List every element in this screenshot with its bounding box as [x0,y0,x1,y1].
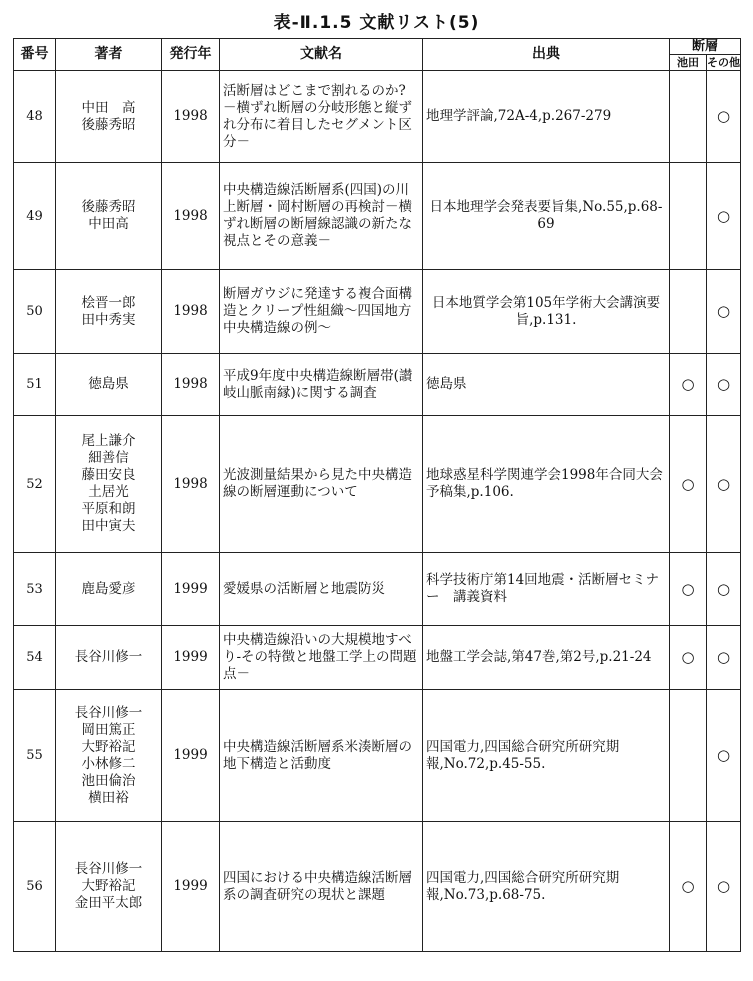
row-source: 四国電力,四国総合研究所研究期報,No.72,p.45-55. [423,690,670,822]
row-author: 長谷川修一 岡田篤正 大野裕記 小林修二 池田倫治 横田裕 [56,690,162,822]
row-fault-other: ○ [707,690,741,822]
row-title: 平成9年度中央構造線断層帯(讃岐山脈南縁)に関する調査 [220,354,423,416]
row-author: 長谷川修一 [56,626,162,690]
row-source: 日本地理学会発表要旨集,No.55,p.68-69 [423,163,670,270]
header-no: 番号 [14,39,56,71]
row-source: 日本地質学会第105年学術大会講演要旨,p.131. [423,270,670,354]
row-fault-ikeda [670,71,707,163]
table-row [14,553,741,626]
row-author: 鹿島愛彦 [56,553,162,626]
row-fault-ikeda: ○ [670,626,707,690]
row-title: 断層ガウジに発達する複合面構造とクリープ性組織～四国地方中央構造線の例～ [220,270,423,354]
row-fault-other: ○ [707,163,741,270]
table-row [14,354,741,416]
row-year: 1998 [162,71,220,163]
header-author: 著者 [56,39,162,71]
row-fault-ikeda: ○ [670,416,707,553]
table-row [14,690,741,822]
row-title: 中央構造線活断層系(四国)の川上断層・岡村断層の再検討－横ずれ断層の断層線認識の新たな視点とその意義－ [220,163,423,270]
row-number: 54 [14,626,56,690]
header-fault-other: その他 [707,56,740,69]
table-row [14,626,741,690]
row-fault-ikeda [670,690,707,822]
row-year: 1998 [162,354,220,416]
row-year: 1999 [162,690,220,822]
header-year: 発行年 [162,39,220,71]
row-source: 徳島県 [423,354,670,416]
row-year: 1998 [162,416,220,553]
row-title: 光波測量結果から見た中央構造線の断層運動について [220,416,423,553]
row-number: 51 [14,354,56,416]
row-title: 四国における中央構造線活断層系の調査研究の現状と課題 [220,822,423,952]
row-title: 活断層はどこまで割れるのか?－横ずれ断層の分岐形態と縦ずれ分布に着目したセグメント区分－ [220,71,423,163]
row-number: 48 [14,71,56,163]
row-year: 1999 [162,553,220,626]
row-fault-other: ○ [707,416,741,553]
row-fault-other: ○ [707,71,741,163]
row-year: 1998 [162,270,220,354]
row-title: 中央構造線活断層系米湊断層の地下構造と活動度 [220,690,423,822]
row-author: 中田 高 後藤秀昭 [56,71,162,163]
table-row [14,270,741,354]
table-row [14,416,741,553]
row-title: 中央構造線沿いの大規模地すべり-その特徴と地盤工学上の問題点－ [220,626,423,690]
row-author: 尾上謙介 細善信 藤田安良 土居光 平原和朗 田中寅夫 [56,416,162,553]
row-number: 50 [14,270,56,354]
header-source: 出典 [423,39,670,71]
row-fault-other: ○ [707,354,741,416]
row-fault-ikeda [670,163,707,270]
row-number: 53 [14,553,56,626]
header-title: 文献名 [220,39,423,71]
header-fault-ikeda: 池田 [670,55,707,71]
row-source: 科学技術庁第14回地震・活断層セミナー 講義資料 [423,553,670,626]
row-author: 桧晋一郎 田中秀実 [56,270,162,354]
row-title: 愛媛県の活断層と地震防災 [220,553,423,626]
row-number: 56 [14,822,56,952]
row-fault-ikeda: ○ [670,822,707,952]
row-year: 1999 [162,822,220,952]
row-number: 55 [14,690,56,822]
row-number: 52 [14,416,56,553]
row-fault-other: ○ [707,626,741,690]
row-author: 長谷川修一 大野裕記 金田平太郎 [56,822,162,952]
row-fault-ikeda [670,270,707,354]
page-title: 表-Ⅱ.1.5 文献リスト(5) [273,13,480,33]
row-author: 徳島県 [56,354,162,416]
row-source: 地盤工学会誌,第47巻,第2号,p.21-24 [423,626,670,690]
row-year: 1998 [162,163,220,270]
row-source: 四国電力,四国総合研究所研究期報,No.73,p.68-75. [423,822,670,952]
row-fault-ikeda: ○ [670,354,707,416]
row-number: 49 [14,163,56,270]
row-source: 地理学評論,72A-4,p.267-279 [423,71,670,163]
row-fault-other: ○ [707,270,741,354]
literature-table [13,38,741,952]
header-fault: 断層 [670,39,741,55]
row-year: 1999 [162,626,220,690]
row-fault-other: ○ [707,553,741,626]
table-row [14,163,741,270]
table-row [14,71,741,163]
row-fault-ikeda: ○ [670,553,707,626]
row-author: 後藤秀昭 中田高 [56,163,162,270]
row-source: 地球惑星科学関連学会1998年合同大会予稿集,p.106. [423,416,670,553]
table-row [14,822,741,952]
row-fault-other: ○ [707,822,741,952]
